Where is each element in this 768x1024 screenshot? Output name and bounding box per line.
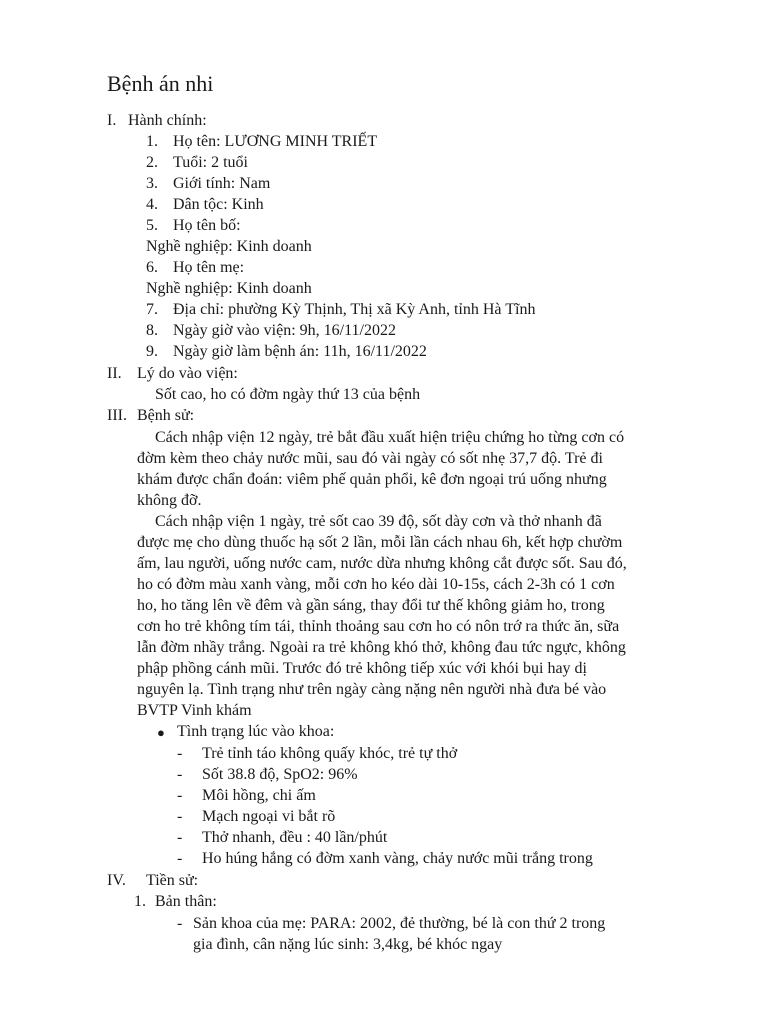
section-heading-past: Tiền sử: [146, 872, 199, 889]
bullet-icon: ● [157, 725, 165, 740]
obstetric-history-line: gia đình, cân nặng lúc sinh: 3,4kg, bé khóc ngay [193, 936, 503, 953]
section-number: III. [107, 407, 127, 424]
document-title: Bệnh án nhi [107, 71, 214, 96]
dash-marker: - [177, 787, 183, 804]
mother-name: Họ tên mẹ: [173, 259, 245, 276]
obstetric-history-line: Sản khoa của mẹ: PARA: 2002, đẻ thường, bé là con thứ 2 trong [193, 915, 606, 932]
list-number: 2. [146, 154, 158, 171]
list-number: 7. [146, 301, 158, 318]
status-item: Ho húng hắng có đờm xanh vàng, chảy nước mũi trắng trong [202, 850, 593, 867]
paragraph-line: không đỡ. [137, 492, 202, 509]
paragraph-line: được mẹ cho dùng thuốc hạ sốt 2 lần, mỗi lần cách nhau 6h, kết hợp chườm [137, 534, 623, 551]
list-number: 8. [146, 322, 158, 339]
paragraph-line: BVTP Vinh khám [137, 702, 252, 719]
section-heading-admin: Hành chính: [128, 112, 207, 129]
status-item: Thở nhanh, đều : 40 lần/phút [202, 829, 388, 846]
paragraph-line: khám được chẩn đoán: viêm phế quản phổi, kê đơn ngoại trú uống nhưng [137, 471, 607, 488]
father-name: Họ tên bố: [173, 217, 241, 234]
section-number: IV. [107, 872, 126, 889]
status-item: Môi hồng, chi ấm [202, 787, 316, 804]
paragraph-line: Cách nhập viện 12 ngày, trẻ bắt đầu xuất hiện triệu chứng ho từng cơn có [155, 429, 625, 446]
list-number: 6. [146, 259, 158, 276]
list-number: 9. [146, 343, 158, 360]
patient-gender: Giới tính: Nam [173, 175, 271, 192]
section-number: II. [107, 365, 122, 382]
section-number: I. [107, 112, 117, 129]
list-number: 4. [146, 196, 158, 213]
paragraph-line: ho, ho tăng lên về đêm và gần sáng, thay đổi tư thế không giảm ho, trong [137, 597, 605, 614]
section-heading-reason: Lý do vào viện: [137, 365, 238, 382]
section-heading-history: Bệnh sử: [137, 407, 195, 424]
paragraph-line: nguyên lạ. Tình trạng như trên ngày càng nặng nên người nhà đưa bé vào [137, 681, 607, 698]
admission-reason: Sốt cao, ho có đờm ngày thứ 13 của bệnh [155, 386, 421, 403]
list-number: 3. [146, 175, 158, 192]
dash-marker: - [177, 850, 183, 867]
patient-ethnicity: Dân tộc: Kinh [173, 196, 264, 213]
paragraph-line: đờm kèm theo chảy nước mũi, sau đó vài ngày có sốt nhẹ 37,7 độ. Trẻ đi [137, 450, 603, 467]
father-occupation: Nghề nghiệp: Kinh doanh [146, 238, 312, 255]
patient-name: Họ tên: LƯƠNG MINH TRIẾT [173, 133, 378, 150]
status-item: Sốt 38.8 độ, SpO2: 96% [202, 766, 358, 783]
record-datetime: Ngày giờ làm bệnh án: 11h, 16/11/2022 [173, 343, 427, 360]
dash-marker: - [177, 745, 183, 762]
admission-datetime: Ngày giờ vào viện: 9h, 16/11/2022 [173, 322, 396, 339]
dash-marker: - [177, 766, 183, 783]
dash-marker: - [177, 808, 183, 825]
paragraph-line: cơn ho trẻ không tím tái, thỉnh thoảng sau cơn ho có nôn trớ ra thức ăn, sữa [137, 618, 620, 635]
patient-age: Tuổi: 2 tuổi [173, 154, 248, 171]
dash-marker: - [177, 829, 183, 846]
paragraph-line: ho có đờm màu xanh vàng, mỗi cơn ho kéo dài 10-15s, cách 2-3h có 1 cơn [137, 576, 615, 593]
paragraph-line: Cách nhập viện 1 ngày, trẻ sốt cao 39 độ, sốt dày cơn và thở nhanh đã [155, 513, 602, 530]
status-item: Mạch ngoại vi bắt rõ [202, 808, 336, 825]
paragraph-line: phập phồng cánh mũi. Trước đó trẻ không tiếp xúc với khói bụi hay dị [137, 660, 587, 677]
dash-marker: - [177, 915, 183, 932]
list-number: 1. [134, 893, 146, 910]
paragraph-line: ấm, lau người, uống nước cam, nước dừa nhưng không cắt được sốt. Sau đó, [137, 555, 627, 572]
mother-occupation: Nghề nghiệp: Kinh doanh [146, 280, 312, 297]
subsection-heading-self: Bản thân: [155, 893, 217, 910]
list-number: 1. [146, 133, 158, 150]
patient-address: Địa chỉ: phường Kỳ Thịnh, Thị xã Kỳ Anh, tỉnh Hà Tĩnh [173, 301, 536, 318]
list-number: 5. [146, 217, 158, 234]
admission-status-heading: Tình trạng lúc vào khoa: [177, 723, 335, 740]
status-item: Trẻ tỉnh táo không quấy khóc, trẻ tự thở [202, 745, 458, 762]
paragraph-line: lẫn đờm nhầy trắng. Ngoài ra trẻ không khó thở, không đau tức ngực, không [137, 639, 626, 656]
